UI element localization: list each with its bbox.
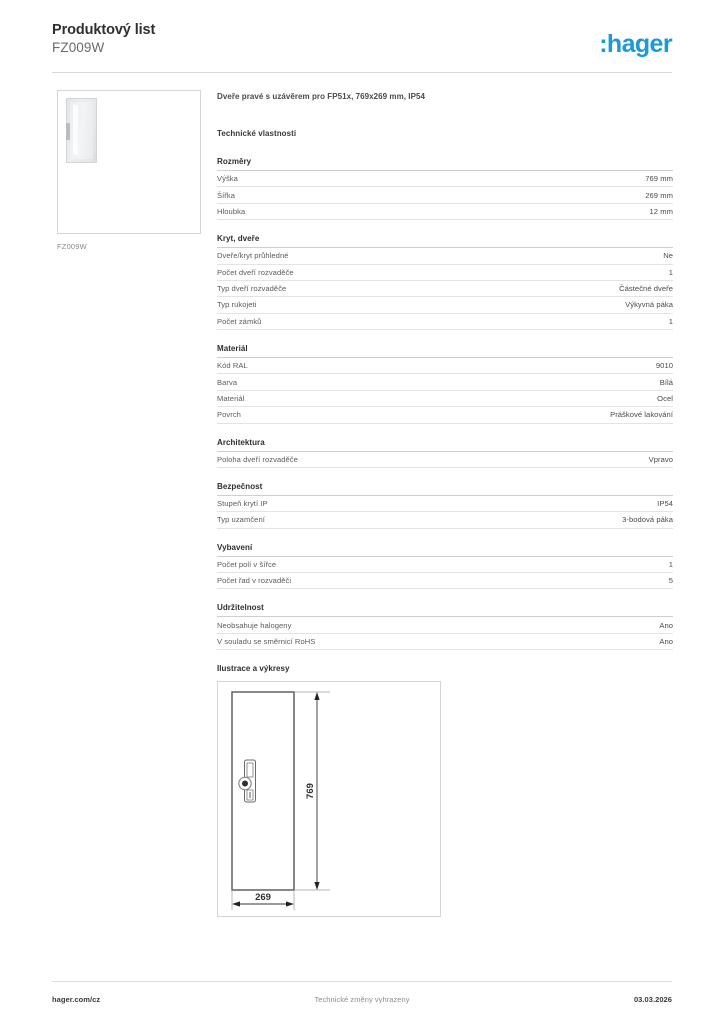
door-outline [232, 692, 294, 890]
spec-label: Typ rukojeti [217, 300, 257, 310]
footer-divider [52, 981, 672, 982]
spec-row [217, 512, 673, 528]
spec-row [217, 265, 673, 281]
spec-value: Ano [659, 620, 673, 630]
product-description: Dveře pravé s uzávěrem pro FP51x, 769x269 mm, IP54 [217, 92, 425, 101]
spec-value: 269 mm [645, 190, 673, 200]
spec-section-title: Udržitelnost [217, 603, 673, 617]
width-dimension-label: 269 [255, 892, 271, 904]
height-arrow-top [314, 692, 319, 700]
spec-value: Výkyvná páka [625, 300, 673, 310]
door-handle-icon [66, 123, 70, 140]
spec-value: 1 [668, 316, 673, 326]
spec-value: Vpravo [648, 454, 673, 464]
spec-value: Ano [659, 636, 673, 646]
spec-value: Bílá [659, 377, 673, 387]
drawings-title: Ilustrace a výkresy [217, 664, 290, 674]
spec-section [217, 603, 673, 650]
spec-label: Barva [217, 377, 238, 387]
product-image-box [57, 90, 201, 234]
page-header [52, 22, 672, 70]
spec-section [217, 157, 673, 220]
spec-row [217, 187, 673, 203]
page-subtitle: FZ009W [52, 40, 105, 55]
spec-value: Ne [663, 251, 673, 261]
spec-label: Hloubka [217, 206, 246, 216]
spec-value: Práškové lakování [610, 410, 673, 420]
width-arrow-left [232, 902, 240, 907]
height-dimension-label: 769 [305, 783, 316, 800]
spec-label: Počet polí v šířce [217, 559, 277, 569]
spec-section-title: Vybavení [217, 543, 673, 557]
spec-label: V souladu se směrnicí RoHS [217, 636, 316, 646]
spec-section [217, 234, 673, 330]
spec-value: 12 mm [649, 206, 673, 216]
footer-notice: Technické změny vyhrazeny [314, 995, 410, 1004]
handle-bar [247, 763, 253, 777]
spec-label: Neobsahuje halogeny [217, 620, 292, 630]
hager-logo: :hager [599, 30, 672, 58]
spec-label: Počet zámků [217, 316, 262, 326]
spec-row [217, 314, 673, 330]
spec-row [217, 204, 673, 220]
height-arrow-bottom [314, 882, 319, 890]
spec-label: Typ dveří rozvaděče [217, 284, 287, 294]
spec-row [217, 573, 673, 589]
spec-value: 1 [668, 267, 673, 277]
spec-section [217, 543, 673, 590]
product-image-caption: FZ009W [57, 242, 87, 251]
spec-row [217, 496, 673, 512]
spec-row [217, 634, 673, 650]
spec-section-title: Materiál [217, 344, 673, 358]
spec-row [217, 617, 673, 633]
spec-value: 5 [668, 576, 673, 586]
drawings-box [217, 681, 441, 917]
width-arrow-right [286, 902, 294, 907]
spec-label: Povrch [217, 410, 241, 420]
spec-section [217, 482, 673, 529]
spec-value: 769 mm [645, 174, 673, 184]
spec-row [217, 248, 673, 264]
spec-label: Typ uzamčení [217, 515, 265, 525]
page-footer [52, 995, 672, 1009]
spec-label: Kód RAL [217, 361, 248, 371]
spec-value: Částečné dveře [619, 284, 673, 294]
spec-value: 3-bodová páka [622, 515, 673, 525]
spec-label: Poloha dveří rozvaděče [217, 454, 298, 464]
spec-row [217, 391, 673, 407]
spec-value: Ocel [657, 393, 673, 403]
spec-section-title: Rozměry [217, 157, 673, 171]
spec-row [217, 452, 673, 468]
technical-properties-title: Technické vlastnosti [217, 129, 297, 138]
spec-label: Materiál [217, 393, 245, 403]
spec-section-title: Bezpečnost [217, 482, 673, 496]
spec-row [217, 407, 673, 423]
spec-label: Počet řad v rozvaděči [217, 576, 292, 586]
spec-label: Výška [217, 174, 238, 184]
spec-row [217, 297, 673, 313]
spec-row [217, 358, 673, 374]
spec-row [217, 374, 673, 390]
spec-label: Počet dveří rozvaděče [217, 267, 294, 277]
spec-value: 1 [668, 559, 673, 569]
spec-label: Dveře/kryt průhledné [217, 251, 289, 261]
spec-section [217, 344, 673, 424]
product-door-image [66, 98, 97, 163]
spec-label: Šířka [217, 190, 235, 200]
spec-value: 9010 [655, 361, 673, 371]
page-title: Produktový list [52, 22, 156, 38]
spec-section-title: Architektura [217, 438, 673, 452]
door-highlight [73, 105, 78, 155]
footer-date: 03.03.2026 [633, 995, 672, 1004]
spec-section [217, 438, 673, 468]
spec-section-title: Kryt, dveře [217, 234, 673, 248]
footer-website-link[interactable]: hager.com/cz [52, 995, 101, 1004]
main-content [217, 92, 673, 917]
spec-row [217, 557, 673, 573]
spec-row [217, 171, 673, 187]
spec-row [217, 281, 673, 297]
spec-sections [217, 157, 673, 650]
lock-cylinder-inner [242, 781, 248, 787]
header-divider [52, 72, 672, 73]
spec-value: IP54 [657, 499, 673, 509]
technical-drawing [218, 682, 442, 918]
spec-label: Stupeň krytí IP [217, 499, 268, 509]
